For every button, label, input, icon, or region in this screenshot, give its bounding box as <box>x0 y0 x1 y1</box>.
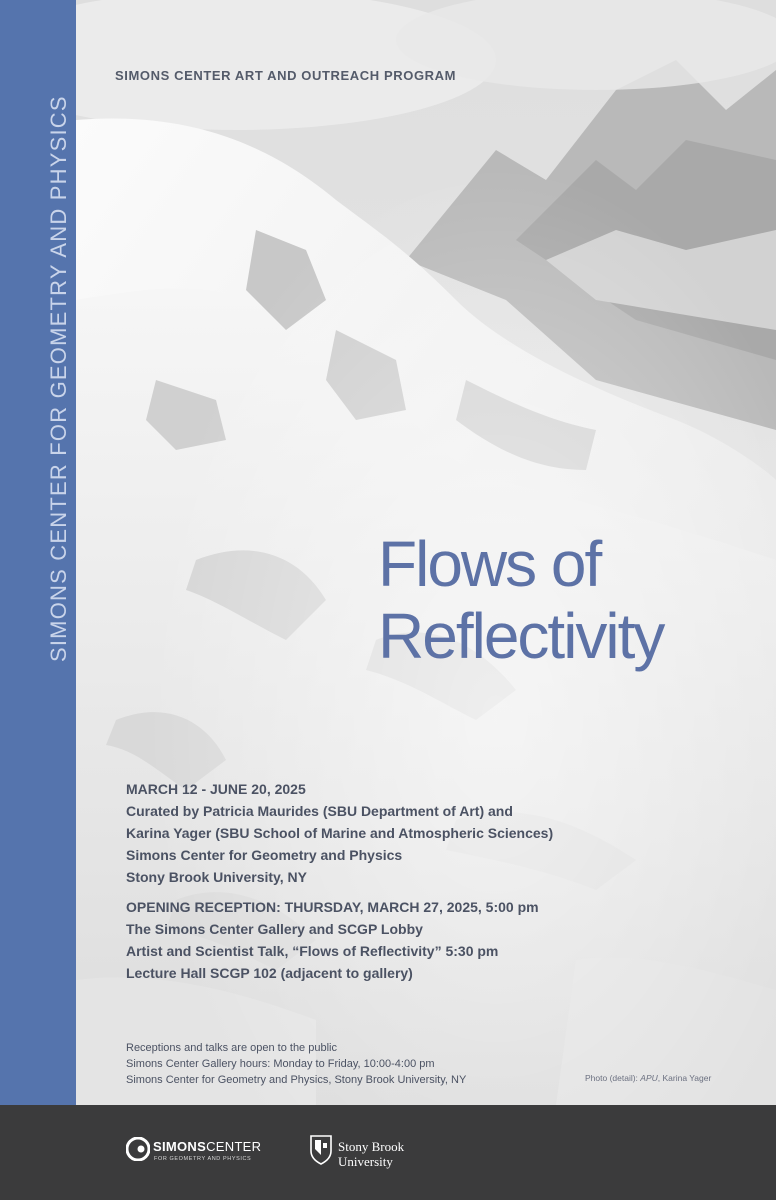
venue-name: Simons Center for Geometry and Physics <box>126 847 403 863</box>
curators-line-1: Curated by Patricia Maurides (SBU Department of Art) and <box>126 803 513 819</box>
side-band-title: SIMONS CENTER FOR GEOMETRY AND PHYSICS <box>46 95 71 662</box>
simons-mark-icon <box>126 1137 150 1161</box>
opening-location: The Simons Center Gallery and SCGP Lobby <box>126 921 423 937</box>
sbu-name-line-2: University <box>338 1154 393 1169</box>
sbu-name-line-1: Stony Brook <box>338 1139 405 1154</box>
address-line: Simons Center for Geometry and Physics, Stony Brook University, NY <box>126 1074 467 1086</box>
gallery-hours: Simons Center Gallery hours: Monday to Friday, 10:00-4:00 pm <box>126 1058 435 1070</box>
opening-reception: OPENING RECEPTION: THURSDAY, MARCH 27, 2025, 5:00 pm <box>126 899 539 915</box>
talk-location: Lecture Hall SCGP 102 (adjacent to gallery) <box>126 965 413 981</box>
talk-info: Artist and Scientist Talk, “Flows of Reflectivity” 5:30 pm <box>126 943 499 959</box>
title-line-2: Reflectivity <box>378 600 664 672</box>
simons-center-logo <box>126 1136 266 1166</box>
event-details <box>126 778 646 984</box>
simons-subtitle: FOR GEOMETRY AND PHYSICS <box>154 1156 252 1162</box>
program-heading: SIMONS CENTER ART AND OUTREACH PROGRAM <box>115 68 457 83</box>
stony-brook-logo <box>310 1134 420 1170</box>
simons-wordmark: SIMONSCENTER <box>153 1139 262 1154</box>
title-line-1: Flows of <box>378 528 601 600</box>
photo-credit: Photo (detail): APU, Karina Yager <box>585 1073 712 1083</box>
photo-work-title: APU <box>640 1073 658 1083</box>
public-note: Receptions and talks are open to the public <box>126 1042 337 1054</box>
curators-line-2: Karina Yager (SBU School of Marine and Atmospheric Sciences) <box>126 825 554 841</box>
venue-university: Stony Brook University, NY <box>126 869 308 885</box>
footer-notes <box>126 1040 546 1088</box>
exhibition-dates: MARCH 12 - JUNE 20, 2025 <box>126 781 306 797</box>
exhibition-title <box>378 528 758 672</box>
stony-brook-shield-icon <box>310 1135 332 1165</box>
